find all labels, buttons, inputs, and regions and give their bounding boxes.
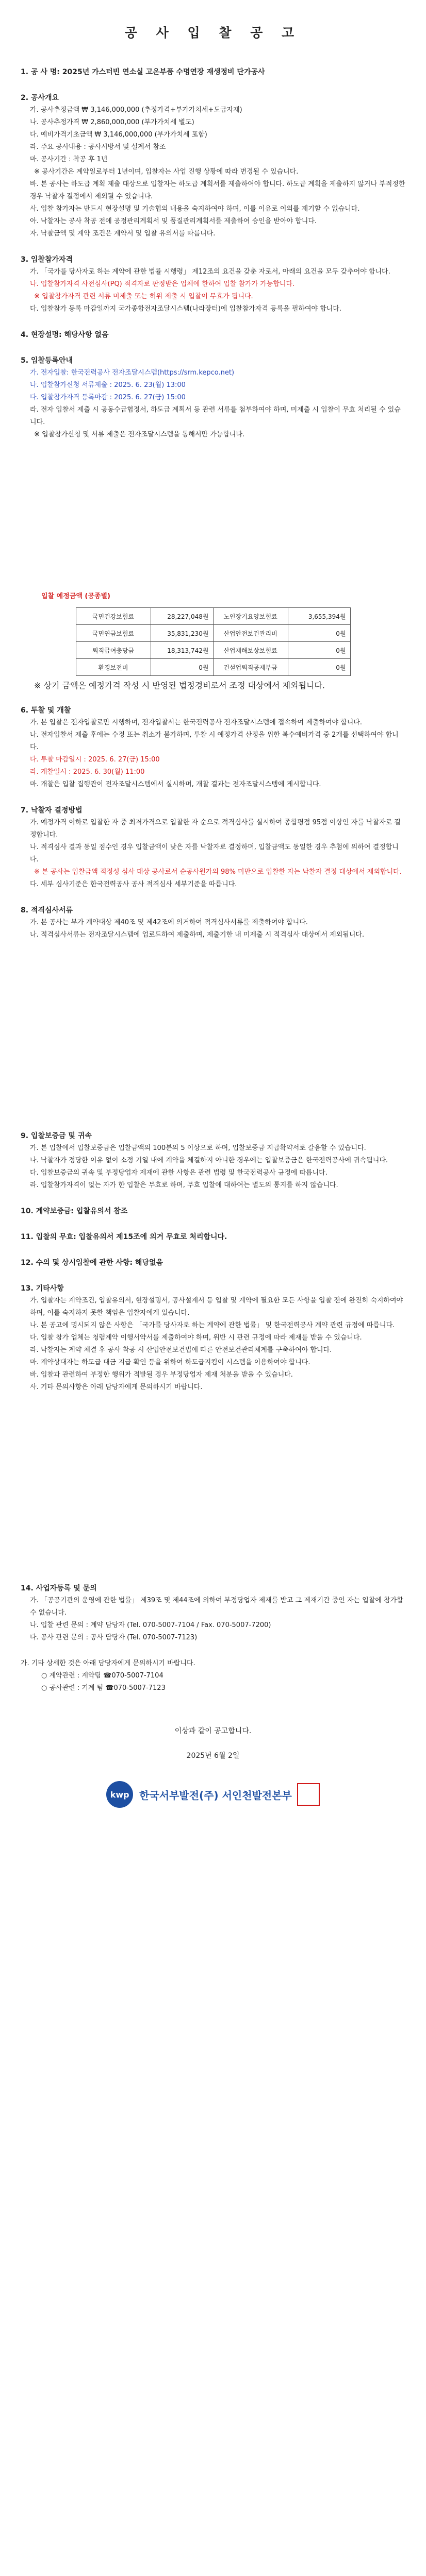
list-item-highlight: 라. 개찰일시 : 2025. 6. 30(월) 11:00	[30, 768, 145, 776]
section-5	[21, 354, 405, 441]
section-3	[21, 253, 405, 315]
table-cell: 퇴직급여충당금	[76, 642, 151, 659]
list-item: 가. 「공공기관의 운영에 관한 법률」 제39조 및 제44조에 의하여 부정당업자 제재를 받고 그 제재기간 중인 자는 입찰에 참가할 수 없습니다.	[30, 1597, 403, 1617]
list-item: 자. 낙찰금액 및 계약 조건은 계약서 및 입찰 유의서를 따릅니다.	[30, 230, 216, 238]
table-cell: 28,227,048원	[151, 608, 213, 625]
contacts	[21, 1657, 405, 1694]
table-cell: 0원	[151, 659, 213, 676]
list-item: 다. 세부 심사기준은 한국전력공사 공사 적격심사 세부기준을 따릅니다.	[30, 880, 237, 888]
organization-name: 한국서부발전(주) 서인천발전본부	[139, 1789, 292, 1802]
section-heading: 3. 입찰참가자격	[21, 256, 73, 264]
table-cell: 3,655,394원	[288, 608, 350, 625]
list-item: 마. 공사기간 : 착공 후 1년	[30, 156, 108, 163]
section-14	[21, 1582, 405, 1644]
section-heading: 2. 공사개요	[21, 94, 59, 102]
company-logo-icon: kwp	[106, 1781, 133, 1808]
list-item: 가. 「국가를 당사자로 하는 계약에 관한 법률 시행령」 제12조의 요건을 갖춘 자로서, 아래의 요건을 모두 갖추어야 합니다.	[30, 268, 390, 276]
table-heading: 입찰 예정금액 (공종별)	[41, 592, 110, 600]
list-item: 나. 입찰 관련 문의 : 계약 담당자 (Tel. 070-5007-7104 / Fax. 070-5007-7200)	[30, 1621, 271, 1629]
note-text: ※ 입찰참가신청 및 서류 제출은 전자조달시스템을 통해서만 가능합니다.	[34, 431, 245, 438]
table-cell: 노인장기요양보험료	[213, 608, 288, 625]
list-item: 라. 전자 입찰서 제출 시 공동수급협정서, 하도급 계획서 등 관련 서류를 첨부하여야 하며, 미제출 시 입찰이 무효 처리될 수 있습니다.	[30, 406, 401, 426]
section-heading: 5. 입찰등록안내	[21, 357, 73, 365]
table-cell: 환경보전비	[76, 659, 151, 676]
table-cell: 0원	[288, 625, 350, 642]
list-item: 가. 본 입찰에서 입찰보증금은 입찰금액의 100분의 5 이상으로 하며, 입찰보증금 지급확약서로 갈음할 수 있습니다.	[30, 1144, 366, 1152]
closing-text: 이상과 같이 공고합니다.	[174, 1727, 252, 1735]
section-1	[21, 66, 405, 78]
note-text: ※ 상기 금액은 예정가격 작성 시 반영된 법정경비로서 조정 대상에서 제외됩니다.	[34, 681, 325, 690]
section-7	[21, 804, 405, 891]
list-item: 사. 기타 문의사항은 아래 담당자에게 문의하시기 바랍니다.	[30, 1383, 203, 1391]
list-item: 가. 공사추정금액 ₩ 3,146,000,000 (추정가격+부가가치세+도급자재)	[30, 106, 242, 114]
section-heading: 6. 투찰 및 개찰	[21, 706, 71, 715]
list-item: 나. 입찰참가신청 서류제출 : 2025. 6. 23(월) 13:00	[30, 381, 186, 389]
section-heading: 10. 계약보증금: 입찰유의서 참조	[21, 1207, 128, 1215]
contact-line: ○ 계약관련 : 계약팀 ☎070-5007-7104	[41, 1672, 163, 1680]
table-cell: 국민건강보험료	[76, 608, 151, 625]
list-item: 나. 적격심사 결과 동일 점수인 경우 입찰금액이 낮은 자를 낙찰자로 결정하며, 입찰금액도 동일한 경우 추첨에 의하여 결정합니다.	[30, 843, 399, 863]
list-item: 다. 입찰참가 등록 마감일까지 국가종합전자조달시스템(나라장터)에 입찰참가자격 등록을 필하여야 합니다.	[30, 305, 342, 313]
section-heading: 7. 낙찰자 결정방법	[21, 806, 83, 815]
section-12	[21, 1257, 405, 1269]
table-row	[76, 625, 350, 642]
section-heading: 9. 입찰보증금 및 귀속	[21, 1132, 92, 1140]
list-item: 라. 낙찰자는 계약 체결 후 공사 착공 시 산업안전보건법에 따른 안전보건관리체계를 구축하여야 합니다.	[30, 1346, 332, 1354]
list-item: 바. 본 공사는 하도급 계획 제출 대상으로 입찰자는 하도급 계획서를 제출하여야 합니다. 하도급 계획을 제출하지 않거나 부적정한 경우 낙찰자 결정에서 제외될 수 있습니다.	[30, 180, 405, 200]
list-item-highlight: 다. 투찰 마감일시 : 2025. 6. 27(금) 15:00	[30, 756, 160, 764]
list-item: 아. 낙찰자는 공사 착공 전에 공정관리계획서 및 품질관리계획서를 제출하여 승인을 받아야 합니다.	[30, 217, 317, 225]
section-heading: 13. 기타사항	[21, 1284, 64, 1293]
list-item: 다. 예비가격기초금액 ₩ 3,146,000,000 (부가가치세 포함)	[30, 131, 207, 139]
list-item: 나. 전자입찰서 제출 후에는 수정 또는 취소가 불가하며, 투찰 시 예정가격 산정을 위한 복수예비가격 중 2개를 선택하여야 합니다.	[30, 731, 399, 751]
list-item-highlight: 나. 입찰참가자격 사전심사(PQ) 적격자로 판정받은 업체에 한하여 입찰 참가가 가능합니다.	[30, 280, 295, 288]
list-item: 라. 입찰참가자격이 없는 자가 한 입찰은 무효로 하며, 무효 입찰에 대하여는 별도의 통지를 하지 않습니다.	[30, 1181, 338, 1189]
list-item: 다. 공사 관련 문의 : 공사 담당자 (Tel. 070-5007-7123)	[30, 1634, 198, 1641]
page-title: 공 사 입 찰 공 고	[124, 25, 302, 40]
list-item: 마. 개찰은 입찰 집행관이 전자조달시스템에서 실시하며, 개찰 결과는 전자조달시스템에 게시합니다.	[30, 781, 321, 788]
section-heading: 4. 현장설명: 해당사항 없음	[21, 331, 109, 339]
section-11	[21, 1231, 405, 1243]
note-text: ※ 본 공사는 입찰금액 적정성 심사 대상 공사로서 순공사원가의 98% 미만으로 입찰한 자는 낙찰자 결정 대상에서 제외합니다.	[34, 868, 402, 876]
list-item: 가. 본 공사는 부가 계약대상 제40조 및 제42조에 의거하여 적격심사서류를 제출하여야 합니다.	[30, 919, 308, 926]
note-text: ※ 공사기간은 계약일로부터 1년이며, 입찰자는 사업 진행 상황에 따라 변경될 수 있습니다.	[34, 168, 299, 176]
table-cell: 건설업퇴직공제부금	[213, 659, 288, 676]
table-cell: 0원	[288, 659, 350, 676]
table-row	[76, 642, 350, 659]
list-item: 다. 입찰보증금의 귀속 및 부정당업자 제재에 관한 사항은 관련 법령 및 한국전력공사 규정에 따릅니다.	[30, 1169, 327, 1177]
blank-space	[21, 941, 405, 1116]
list-item: 가. 예정가격 이하로 입찰한 자 중 최저가격으로 입찰한 자 순으로 적격심사를 실시하여 종합평점 95점 이상인 자를 낙찰자로 결정합니다.	[30, 819, 401, 839]
table-row	[76, 608, 350, 625]
section-8	[21, 904, 405, 941]
official-seal-icon	[297, 1783, 320, 1806]
section-10	[21, 1205, 405, 1217]
table-row	[76, 659, 350, 676]
table-cell: 산업재해보상보험료	[213, 642, 288, 659]
section-heading: 8. 적격심사서류	[21, 906, 73, 914]
list-item: 나. 낙찰자가 정당한 이유 없이 소정 기일 내에 계약을 체결하지 아니한 경우에는 입찰보증금은 한국전력공사에 귀속됩니다.	[30, 1157, 388, 1164]
list-item-link[interactable]: 가. 전자입찰: 한국전력공사 전자조달시스템(https://srm.kepco.net)	[30, 369, 235, 377]
table-cell: 18,313,742원	[151, 642, 213, 659]
section-heading: 14. 사업자등록 및 문의	[21, 1584, 97, 1592]
note-text: ※ 입찰참가자격 관련 서류 미제출 또는 허위 제출 시 입찰이 무효가 됩니다.	[34, 293, 253, 300]
amount-table	[76, 607, 351, 676]
notice-date: 2025년 6월 2일	[186, 1752, 240, 1760]
contacts-intro: 가. 기타 상세한 것은 아래 담당자에게 문의하시기 바랍니다.	[21, 1659, 195, 1667]
section-6	[21, 704, 405, 791]
table-cell: 산업안전보건관리비	[213, 625, 288, 642]
list-item: 나. 공사추정가격 ₩ 2,860,000,000 (부가가치세 별도)	[30, 118, 194, 126]
footer	[21, 1781, 405, 1808]
list-item: 가. 입찰자는 계약조건, 입찰유의서, 현장설명서, 공사설계서 등 입찰 및 계약에 필요한 모든 사항을 입찰 전에 완전히 숙지하여야 하며, 이를 숙지하지 못한 책임은 입찰자에게 있습니다.	[30, 1297, 403, 1317]
section-heading: 1. 공 사 명: 2025년 가스터빈 연소실 고온부품 수명연장 재생정비 단가공사	[21, 68, 265, 76]
section-13	[21, 1282, 405, 1394]
list-item: 바. 입찰과 관련하여 부정한 행위가 적발될 경우 부정당업자 제재 처분을 받을 수 있습니다.	[30, 1371, 293, 1379]
section-heading: 11. 입찰의 무효: 입찰유의서 제15조에 의거 무효로 처리합니다.	[21, 1233, 227, 1241]
section-4	[21, 329, 405, 341]
table-cell: 0원	[288, 642, 350, 659]
section-heading: 12. 수의 및 상시입찰에 관한 사항: 해당없음	[21, 1259, 163, 1267]
list-item: 다. 입찰참가자격 등록마감 : 2025. 6. 27(금) 15:00	[30, 394, 186, 401]
list-item: 다. 입찰 참가 업체는 청렴계약 이행서약서를 제출하여야 하며, 위반 시 관련 규정에 따라 제재를 받을 수 있습니다.	[30, 1334, 362, 1342]
contact-line: ○ 공사관련 : 기계 팀 ☎070-5007-7123	[41, 1684, 166, 1692]
list-item: 마. 계약상대자는 하도급 대금 지급 확인 등을 위하여 하도급지킴이 시스템을 이용하여야 합니다.	[30, 1359, 310, 1366]
table-cell: 35,831,230원	[151, 625, 213, 642]
list-item: 가. 본 입찰은 전자입찰로만 시행하며, 전자입찰서는 한국전력공사 전자조달시스템에 접속하여 제출하여야 합니다.	[30, 719, 362, 726]
section-9	[21, 1130, 405, 1192]
blank-space	[21, 441, 405, 570]
list-item: 라. 주요 공사내용 : 공사시방서 및 설계서 참조	[30, 143, 166, 151]
list-item: 나. 적격심사서류는 전자조달시스템에 업로드하여 제출하며, 제출기한 내 미제출 시 적격심사 대상에서 제외됩니다.	[30, 931, 365, 939]
list-item: 사. 입찰 참가자는 반드시 현장설명 및 기술협의 내용을 숙지하여야 하며, 이를 이유로 이의를 제기할 수 없습니다.	[30, 205, 360, 213]
section-2	[21, 92, 405, 240]
blank-space	[21, 1394, 405, 1569]
list-item: 나. 본 공고에 명시되지 않은 사항은 「국가를 당사자로 하는 계약에 관한 법률」 및 한국전력공사 계약 관련 규정에 따릅니다.	[30, 1321, 395, 1329]
table-cell: 국민연금보험료	[76, 625, 151, 642]
